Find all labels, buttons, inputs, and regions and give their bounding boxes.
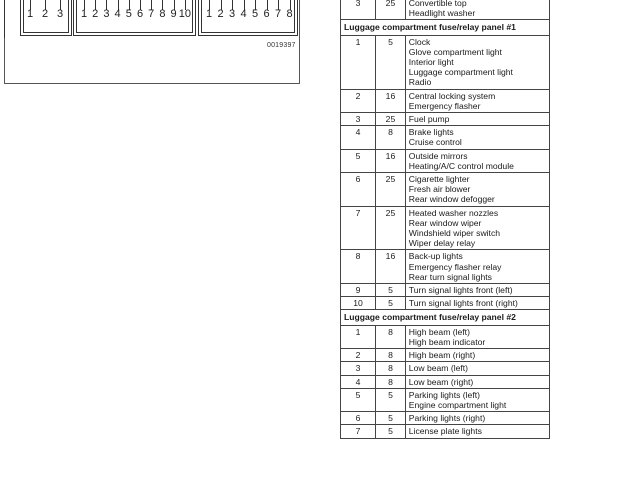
table-row [341, 126, 550, 149]
circuit-list [405, 425, 549, 438]
table-row [341, 412, 550, 425]
diagram-left-edge [0, 0, 5, 38]
fuse-number: 1 [341, 325, 376, 348]
fuse-slot-number: 10 [178, 8, 192, 20]
circuit-name: Headlight washer [408, 8, 476, 19]
fuse-slot-number: 3 [103, 8, 110, 20]
circuit-name: Fuel pump [408, 114, 450, 125]
table-row [341, 149, 550, 172]
circuit-name: Central locking system [408, 90, 496, 101]
circuit-name: Fresh air blower [408, 184, 471, 195]
fuse-number: 6 [341, 412, 376, 425]
fuse-panel-diagram [0, 0, 310, 90]
fuse-amperage: 16 [376, 89, 406, 112]
circuit-list [405, 349, 549, 362]
fuse-amperage: 25 [376, 206, 406, 250]
circuit-name: Cruise control [408, 137, 462, 148]
fuse-slot-number: 1 [26, 8, 34, 20]
circuit-name: Convertible top [408, 0, 467, 8]
fuse-slot-number: 6 [136, 8, 144, 20]
fuse-block-c [198, 0, 298, 36]
circuit-name: Heating/A/C control module [408, 160, 514, 171]
fuse-block-a [20, 0, 72, 36]
table-row [341, 250, 550, 284]
circuit-name: Turn signal lights front (left) [408, 285, 513, 296]
circuit-name: Rear turn signal lights [408, 271, 492, 282]
fuse-amperage: 8 [376, 325, 406, 348]
table-row [341, 297, 550, 310]
fuse-number: 4 [341, 375, 376, 388]
circuit-name: Heated washer nozzles [408, 207, 499, 218]
image-code: 0019397 [267, 42, 296, 49]
fuse-number: 10 [341, 297, 376, 310]
circuit-name: Outside mirrors [408, 150, 468, 161]
circuit-list [405, 149, 549, 172]
fuse-number: 3 [341, 113, 376, 126]
fuse-slot-number: 2 [92, 8, 99, 20]
circuit-list [405, 35, 549, 89]
circuit-list [405, 412, 549, 425]
fuse-slot-number: 5 [125, 8, 132, 20]
fuse-slot-number: 1 [205, 8, 213, 20]
section-title: Luggage compartment fuse/relay panel #2 [341, 310, 550, 325]
fuse-slot-number: 4 [114, 8, 121, 20]
fuse-number: 2 [341, 349, 376, 362]
circuit-list [405, 297, 549, 310]
fuse-slot-number: 6 [263, 8, 270, 20]
fuse-slot-number: 8 [159, 8, 166, 20]
circuit-list [405, 250, 549, 284]
fuse-number: 2 [341, 89, 376, 112]
circuit-list [405, 0, 549, 20]
circuit-name: Emergency flasher relay [408, 261, 502, 272]
fuse-slot-number: 3 [228, 8, 236, 20]
circuit-name: Low beam (right) [408, 376, 474, 387]
fuse-amperage: 16 [376, 250, 406, 284]
fuse-amperage: 5 [376, 388, 406, 411]
circuit-name: Engine compartment light [408, 399, 507, 410]
table-row [341, 388, 550, 411]
fuse-amperage: 25 [376, 173, 406, 207]
fuse-number: 7 [341, 425, 376, 438]
circuit-name: Glove compartment light [408, 46, 502, 57]
circuit-name: Parking lights (right) [408, 413, 486, 424]
circuit-list [405, 284, 549, 297]
fuse-amperage: 5 [376, 284, 406, 297]
circuit-name: Radio [408, 77, 432, 88]
table-row [341, 89, 550, 112]
table-row [341, 362, 550, 375]
table-row [341, 206, 550, 250]
fuse-amperage: 8 [376, 349, 406, 362]
circuit-name: Clock [408, 36, 431, 47]
fuse-slot-number: 7 [148, 8, 155, 20]
fuse-amperage: 25 [376, 113, 406, 126]
circuit-name: Emergency flasher [408, 100, 481, 111]
fuse-block-b [73, 0, 196, 36]
circuit-name: Low beam (left) [408, 363, 469, 374]
circuit-name: Brake lights [408, 127, 454, 138]
fuse-slot-number: 8 [286, 8, 293, 20]
fuse-amperage: 8 [376, 126, 406, 149]
table-row [341, 325, 550, 348]
circuit-name: Luggage compartment light [408, 67, 513, 78]
fuse-amperage: 8 [376, 375, 406, 388]
fuse-number: 5 [341, 388, 376, 411]
circuit-list [405, 375, 549, 388]
table-row [341, 35, 550, 89]
circuit-name: High beam (right) [408, 350, 476, 361]
fuse-number: 7 [341, 206, 376, 250]
section-header-row [341, 20, 550, 35]
fuse-amperage: 5 [376, 412, 406, 425]
circuit-name: High beam indicator [408, 336, 486, 347]
fuse-table [340, 0, 550, 439]
fuse-amperage: 5 [376, 297, 406, 310]
fuse-amperage: 16 [376, 149, 406, 172]
section-header-row [341, 310, 550, 325]
circuit-list [405, 126, 549, 149]
fuse-number: 6 [341, 173, 376, 207]
table-row [341, 375, 550, 388]
circuit-name: Cigarette lighter [408, 174, 470, 185]
circuit-list [405, 362, 549, 375]
fuse-slot-number: 7 [274, 8, 282, 20]
table-row [341, 0, 550, 20]
fuse-number: 8 [341, 250, 376, 284]
fuse-number: 4 [341, 126, 376, 149]
fuse-number: 3 [341, 0, 376, 20]
circuit-list [405, 89, 549, 112]
table-row [341, 173, 550, 207]
circuit-name: License plate lights [408, 426, 482, 437]
circuit-name: Windshield wiper switch [408, 228, 501, 239]
circuit-name: Interior light [408, 57, 454, 68]
fuse-amperage: 5 [376, 425, 406, 438]
fuse-amperage: 5 [376, 35, 406, 89]
circuit-name: Turn signal lights front (right) [408, 298, 518, 309]
fuse-slot-number: 2 [41, 8, 49, 20]
circuit-list [405, 325, 549, 348]
circuit-name: Parking lights (left) [408, 389, 480, 400]
circuit-list [405, 206, 549, 250]
table-row [341, 113, 550, 126]
fuse-amperage: 8 [376, 362, 406, 375]
circuit-list [405, 388, 549, 411]
fuse-number: 1 [341, 35, 376, 89]
fuse-slot-number: 2 [217, 8, 224, 20]
section-title: Luggage compartment fuse/relay panel #1 [341, 20, 550, 35]
fuse-slot-number: 3 [56, 8, 64, 20]
circuit-name: Back-up lights [408, 251, 463, 262]
fuse-number: 5 [341, 149, 376, 172]
circuit-name: Rear window defogger [408, 194, 495, 205]
fuse-slot-number: 1 [80, 8, 88, 20]
fuse-slot-number: 5 [251, 8, 259, 20]
circuit-name: High beam (left) [408, 326, 470, 337]
fuse-slot-number: 4 [240, 8, 247, 20]
circuit-list [405, 113, 549, 126]
fuse-slot-number: 9 [170, 8, 177, 20]
table-row [341, 425, 550, 438]
circuit-name: Rear window wiper [408, 217, 482, 228]
circuit-name: Wiper delay relay [408, 238, 476, 249]
table-row [341, 284, 550, 297]
fuse-number: 9 [341, 284, 376, 297]
fuse-amperage: 25 [376, 0, 406, 20]
fuse-number: 3 [341, 362, 376, 375]
table-row [341, 349, 550, 362]
circuit-list [405, 173, 549, 207]
